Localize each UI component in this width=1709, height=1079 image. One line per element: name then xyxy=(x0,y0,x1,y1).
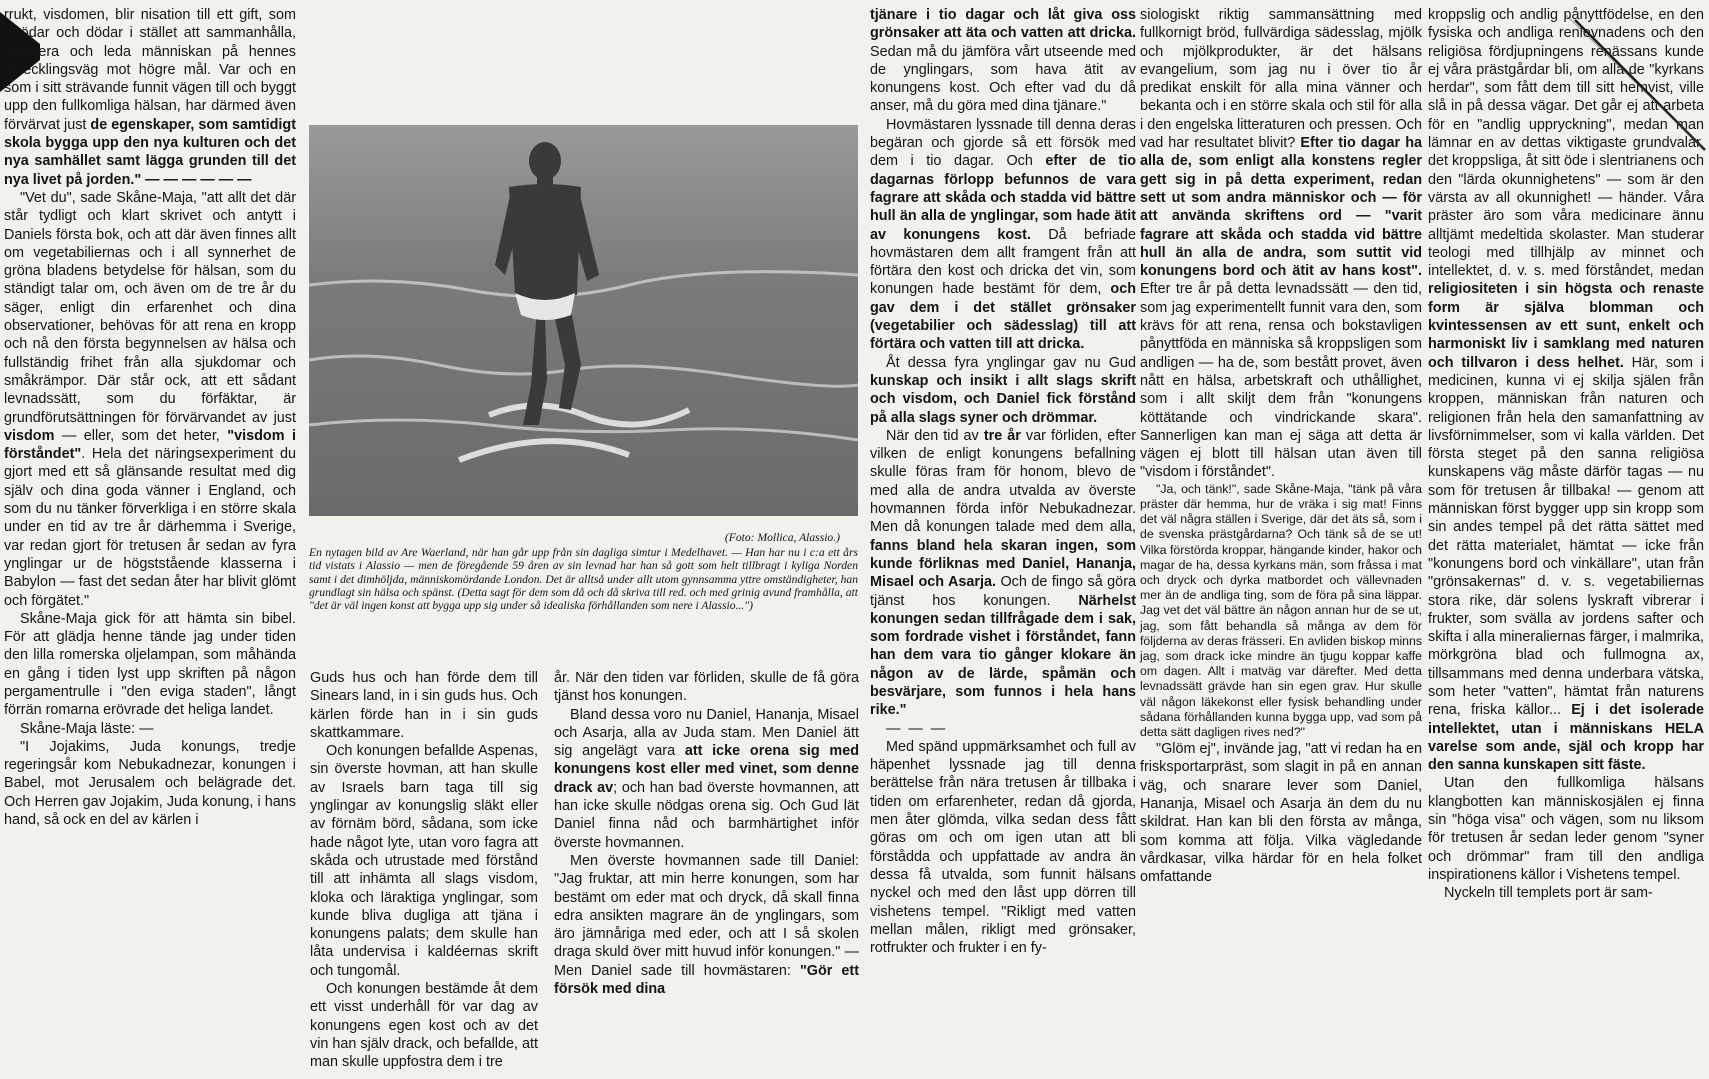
body-text: Här, som i medicinen, kunna vi ej skilja själen från kroppen, människan från naturen och religionen från hela den samanfattning av livsförnimmelser, som vi kalla världen. Det första steget på den sanna religiösa kunskapens väg måste därför tagas — nu som för tretusen år tillbaka! — genom att människan först bygger upp sin kropp som sin andes tempel på det rätta sättet med det rätta materialet, hämtat — icke från "konungens bord och vinkällare", utan från "grönsakernas" d. v. s. vegetabiliernas stora rike, där solens lyskraft vibrerar i frukter, som svälla av jordens safter och skifta i alla mineraliernas färger, i malmrika, mörkgröna blad och fullmogna ax, tillsammans med denna underbara vätska, som heter "vatten", hämtat från naturens rena, friska källor... xyxy=(1428,354,1704,719)
column-5 xyxy=(1140,6,1422,887)
body-text: Sedan må du jämföra vårt utseende med de ynglingars, som hava ätit av konungens kost. Och efter vad du då anser, må du göra med dina tjänare." xyxy=(870,43,1136,115)
body-text: Guds hus och han förde dem till Sinears land, in i sin guds hus. Och kärlen förde han in i sin guds skattkammare. xyxy=(310,670,538,741)
torn-mark xyxy=(1555,0,1709,160)
body-text: Med spänd uppmärksamhet och full av häpenhet lyssnade jag till denna berättelse från nära tretusen år tillbaka i tiden om erfarenheter, redan då gjorda, men åter glömda, vilka sedan dess fått göras om och om igen utan att bli förstådda och uppfattade av andra än dessa få utvalda, som funnit hälsans nyckel och med den låst upp dörren till vishetens tempel. "Rikligt med vatten mellan målen, rikligt med grönsaker, rotfrukter och frukter i en fy- xyxy=(870,738,1136,957)
body-text: kroppslig och andlig pånyttfödelse, en den fysiska och andliga renlevnadens och den religiösa fördjupningens renässans kunde ej våra prästgårdar bli, om alla de "kyrkans herdar", som fått dem till sitt hemvist, ville slå in på dessa vägar. Det går ej att arbeta för en "andlig uppryckning", medan man lämnar en av dettas viktigaste grundvalar, det kroppsliga, åt sitt öde i slentrianens och den "lärda okunnighetens" — som är den värsta av all okunnighet! — händer. Våra präster äro som våra medicinare ännu alltjämt medeltida skolaster. Man studerar teologi med tillhjälp av minnet och intellektet, d. v. s. med förståndet, medan xyxy=(1428,7,1704,280)
body-text: Hovmästaren lyssnade till denna deras begäran och gjorde så ett försök med dem i tio dagar. Och xyxy=(870,116,1136,170)
body-text: "Ja, och tänk!", sade Skåne-Maja, "tänk på våra präster där hemma, hur de vräka i sig mat! Finns det väl några ställen i Sverige, där det äts så, som i de svenska prästgårdarna? Och tänk så de se ut! Vilka förstörda kroppar, hängande kinder, hakor och magar de ha, dessa kyrkans män, som fråssa i mat och dryck och dyrka matbordet och vällevnaden mer än de andliga ting, som de föra på sina läppar. Jag vet det väl bättre än någon annan hur de se ut, jag, som fått behandla så många av dem för följderna av deras frässeri. En avliden biskop minns jag, som drack icke mindre än tjugu koppar kaffe om dagen. Allt i matväg var därefter. Med detta levnadssätt grävde han sin egen grav. Hur skulle väl någon läkekonst eller fysisk behandling under sådana förhållanden kunna bygga upp, vad som på detta sätt dagligen rives ned?" xyxy=(1140,481,1422,739)
emphasis-text: och gav dem i det stället grönsaker (vegetabilier och sädesslag) till att förtära och vatten till att dricka. xyxy=(870,281,1136,353)
paragraph xyxy=(870,116,1136,354)
body-text: — eller, som det heter, xyxy=(54,427,228,444)
photo-man-in-sea xyxy=(309,125,858,516)
column-2 xyxy=(310,669,538,1072)
paragraph xyxy=(1428,774,1704,884)
body-text: Skåne-Maja gick för att hämta sin bibel. För att glädja henne tände jag under tiden den lilla romerska oljelampan, som måhända en gång i tiden lyst upp skriften på någon pergamentrulle i "den eviga staden", långt förrän romarna erövrade det heliga landet. xyxy=(4,610,296,719)
column-1 xyxy=(4,6,296,829)
paragraph xyxy=(4,738,296,829)
emphasis-text: "visdom i förståndet" xyxy=(4,427,296,463)
body-text: Åt dessa fyra ynglingar gav nu Gud xyxy=(886,354,1136,371)
photo-caption xyxy=(309,531,858,612)
emphasis-text: de egenskaper, som samtidigt skola bygga upp den nya kulturen och det nya samhället samt lägga grunden till det nya livet på jorden." — — — — — — xyxy=(4,116,296,188)
paragraph xyxy=(870,427,1136,720)
paragraph xyxy=(4,720,296,738)
body-text: Utan den fullkomliga hälsans klangbotten kan människosjälen ej finna sin "höga visa" och vägen, som nu liksom för tretusen år sedan leder genom "syner och drömmar" fram till den andliga inspirationens källor i Vishetens tempel. xyxy=(1428,775,1704,883)
emphasis-text: Ej i det isolerade intellektet, utan i människans HELA varelse som ande, själ och kropp har den sanna kunskapen sitt fäste. xyxy=(1428,702,1704,774)
body-text: "Vet du", sade Skåne-Maja, "att allt det där står tydligt och klart skrivet och antytt i Daniels första bok, och att där även finnes allt om vegetabiliernas och i all synnerhet de gröna bladens betydelse för hälsan, som du ständigt talar om, och även om de tre år du säger, enligt din erfarenhet och dina observationer, behövas för att rena en kropp och nå den första begynnelsen av hälsa och fullständig frihet från alla sjukdomar och småkrämpor. Där står ock, att ett sådant levnadssätt, som du förfäktar, är grundförutsättningen för förvärvandet av just xyxy=(4,189,296,426)
body-text: ; och han bad överste hovmannen, att han icke skulle nödgas orena sig. Och Gud lät Daniel finna nåd och barmhärtighet inför överste hovmannen. xyxy=(554,779,860,851)
emphasis-text: Närhelst konungen sedan tillfrågade dem i sak, som fordrade vishet i förståndet, fann han dem vara tio gånger klokare än någon av de lärde, spåmän och besvärjare, som funnos i hela hans rike." xyxy=(870,592,1136,719)
emphasis-text: Efter tio dagar ha alla de, som enligt alla konstens regler gett sig in på detta experiment, redan sett ut som andra människor och — för att använda skriftens ord — "varit fagrare att skåda och stadda vid bättre hull än alla de andra, som suttit vid konungens bord och ätit av hans kost". xyxy=(1140,135,1423,280)
paragraph xyxy=(554,669,859,706)
emphasis-text: tre år xyxy=(983,427,1021,444)
body-text: "Glöm ej", invände jag, "att vi redan ha en frisksportarpräst, som slagit in på en annan väg, och snarare lever som Daniel, Hananja, Misael och Asarja än dem du nu skildrat. Han kan bli den första av många, som komma att följa. Vilka vägledande vårdkasar, vilka härdar för en hela folket omfattande xyxy=(1140,741,1422,886)
paragraph xyxy=(870,720,1136,738)
paragraph xyxy=(4,610,296,720)
emphasis-text: visdom xyxy=(4,427,55,444)
emphasis-text: tjänare i tio dagar och låt giva oss grönsaker att äta och vatten att dricka. xyxy=(870,7,1136,42)
body-text: Då befriade hovmästaren dem allt framgent från att förtära den kost och dricka det vin, som konungen hade bestämt för dem, xyxy=(870,226,1136,298)
body-text: . Hela det näringsexperiment du gjort med ett så glänsande resultat med dig själv och dina goda vänner i England, och som du nu tänker förverkliga i en större skala under en tid av tre år därhemma i Sverige, var redan gjort för tretusen år sedan av fyra ynglingar ur de högststående klasserna i Babylon — fast det sedan åter har blivit glömt och förgätet." xyxy=(4,446,296,609)
body-text: Och konungen bestämde åt dem ett visst underhåll för var dag av konungens egen kost och av det vin han själv drack, och befallde, att man skulle uppfostra dem i tre xyxy=(310,981,538,1071)
paragraph xyxy=(1140,482,1422,740)
paragraph xyxy=(1428,884,1704,902)
body-text: Skåne-Maja läste: — xyxy=(20,720,154,737)
paragraph xyxy=(4,6,296,189)
emphasis-text: "Gör ett försök med dina xyxy=(554,962,860,998)
body-text: Och konungen befallde Aspenas, sin överste hovman, att han skulle av Israels barn taga till sig ynglingar av konungslig släkt eller av förnäm börd, sådana, som icke hade något lyte, utan voro fagra att skåda och utrustade med förstånd till att inhämta all slags visdom, kloka och läraktiga ynglingar, som kunde bliva dugliga att tjäna i konungens palats; dem skulle han låta undervisa i kaldéernas skrift och tungomål. xyxy=(310,743,538,979)
body-text: Efter tre år på detta levnadssätt — den tid, som jag experimentellt funnit vara den, som krävs för att rena, rensa och bokstavligen pånyttföda en människa så kroppsligen som andligen — ha de, som bestått provet, även nått en hälsa, arbetskraft och uthållighet, som i allt skiljt dem från "konungens köttätande och vindrickande skara". Sannerligen kan man ej säga att detta är vägen ej blott till hälsan utan även till "visdom i förståndet". xyxy=(1140,281,1422,481)
paragraph xyxy=(870,6,1136,116)
paragraph xyxy=(4,189,296,610)
paragraph xyxy=(310,742,538,980)
emphasis-text: kunskap och insikt i allt slags skrift och visdom, och Daniel fick förstånd på alla slags syner och drömmar. xyxy=(870,372,1136,426)
caption-text: En nytagen bild av Are Waerland, när han går upp från sin dagliga simtur i Medelhavet. — Han har nu i c:a ett års tid vistats i Alassio — men de föregående 59 åren av sin levnad har han så gott som helt tillbragt i kyliga Norden samt i det dimhöljda, människomördande London. Det är alltså under allt utom gynnsamma yttre omständigheter, han grundlagt sin hälsa och spänst. (Detta sagt för dem som då och då skriva till red. och med grinig avund framhålla, att "det är väl ingen konst att bygga upp sig under så idealiska förhållanden som nere i Alassio...") xyxy=(309,546,858,613)
body-text: var förliden, efter vilken de enligt konungens befallning skulle föras fram för honom, blevo de med alla de andra utvalda av överste hovmannen förda inför Nebukadnezar. Men då konungen talade med dem alla, xyxy=(870,427,1137,536)
emphasis-text: att icke orena sig med konungens kost eller med vinet, som denne drack av xyxy=(554,743,859,796)
column-4 xyxy=(870,6,1136,957)
photo-illustration xyxy=(309,125,858,516)
paragraph xyxy=(1140,740,1422,886)
emphasis-text: religiositeten i sin högsta och renaste form är själva blomman och kvintessensen av ett sunt, enkelt och harmoniskt liv i samklang med naturen och tillvaron i dess helhet. xyxy=(1428,281,1704,371)
emphasis-text: fanns bland hela skaran ingen, som kunde förliknas med Daniel, Hananja, Misael och Asarja. xyxy=(870,537,1136,591)
body-text: Och de fingo så göra tjänst hos konungen. xyxy=(870,574,1136,609)
body-text: — — — xyxy=(886,720,948,737)
paragraph xyxy=(1140,6,1422,482)
body-text: "I Jojakims, Juda konungs, tredje regeringsår kom Nebukadnezar, konungen i Babel, mot Jerusalem och belägrade det. Och Herren gav Jojakim, Juda konung, i hans hand, så ock en del av kärlen i xyxy=(4,738,296,829)
paragraph xyxy=(310,980,538,1071)
body-text: När den tid av xyxy=(886,427,984,444)
paragraph xyxy=(870,738,1136,958)
body-text: rrukt, visdomen, blir nisation till ett gift, som förödar och dödar i stället att sammanhålla, inspirera och leda människan på hennes utvecklingsväg mot högre mål. Var och en som i sitt strävande funnit vägen till och byggt upp den fullkomliga hälsan, har därmed även förvärvat just xyxy=(4,7,296,133)
body-text: Nyckeln till templets port är sam- xyxy=(1444,885,1653,902)
body-text: siologiskt riktig sammansättning med fullkornigt bröd, fullvärdiga sädesslag, mjölk och mjölkprodukter, är det hälsans evangelium, som jag nu i över tio år predikat enskilt för alla mina vänner och bekanta och i en större skala och stil för alla i den engelska litteraturen och pressen. Och vad har resultatet blivit? xyxy=(1140,7,1422,152)
paragraph xyxy=(870,354,1136,427)
body-text: Men överste hovmannen sade till Daniel: "Jag fruktar, att min herre konungen, som har bestämt om eder mat och dryck, då skall finna edra ansikten magrare än de ynglingars, som äro jämnåriga med eder, och att I så skolen draga skuld över mitt huvud inför konungen." — Men Daniel sade till hovmästaren: xyxy=(554,852,859,979)
paragraph xyxy=(554,852,859,998)
paragraph xyxy=(554,706,859,852)
column-3 xyxy=(554,669,859,998)
photo-credit: (Foto: Mollica, Alassio.) xyxy=(724,531,840,544)
emphasis-text: efter de tio dagarnas förlopp befunnos de vara fagrare att skåda och stadda vid bättre hull än alla de ynglingar, som hade ätit av konungens kost. xyxy=(870,153,1136,243)
body-text: år. När den tiden var förliden, skulle de få göra tjänst hos konungen. xyxy=(554,670,859,705)
body-text: Bland dessa voro nu Daniel, Hananja, Misael och Asarja, alla av Juda stam. Men Daniel ätt sig angelägt vara xyxy=(554,706,859,760)
paragraph xyxy=(310,669,538,742)
